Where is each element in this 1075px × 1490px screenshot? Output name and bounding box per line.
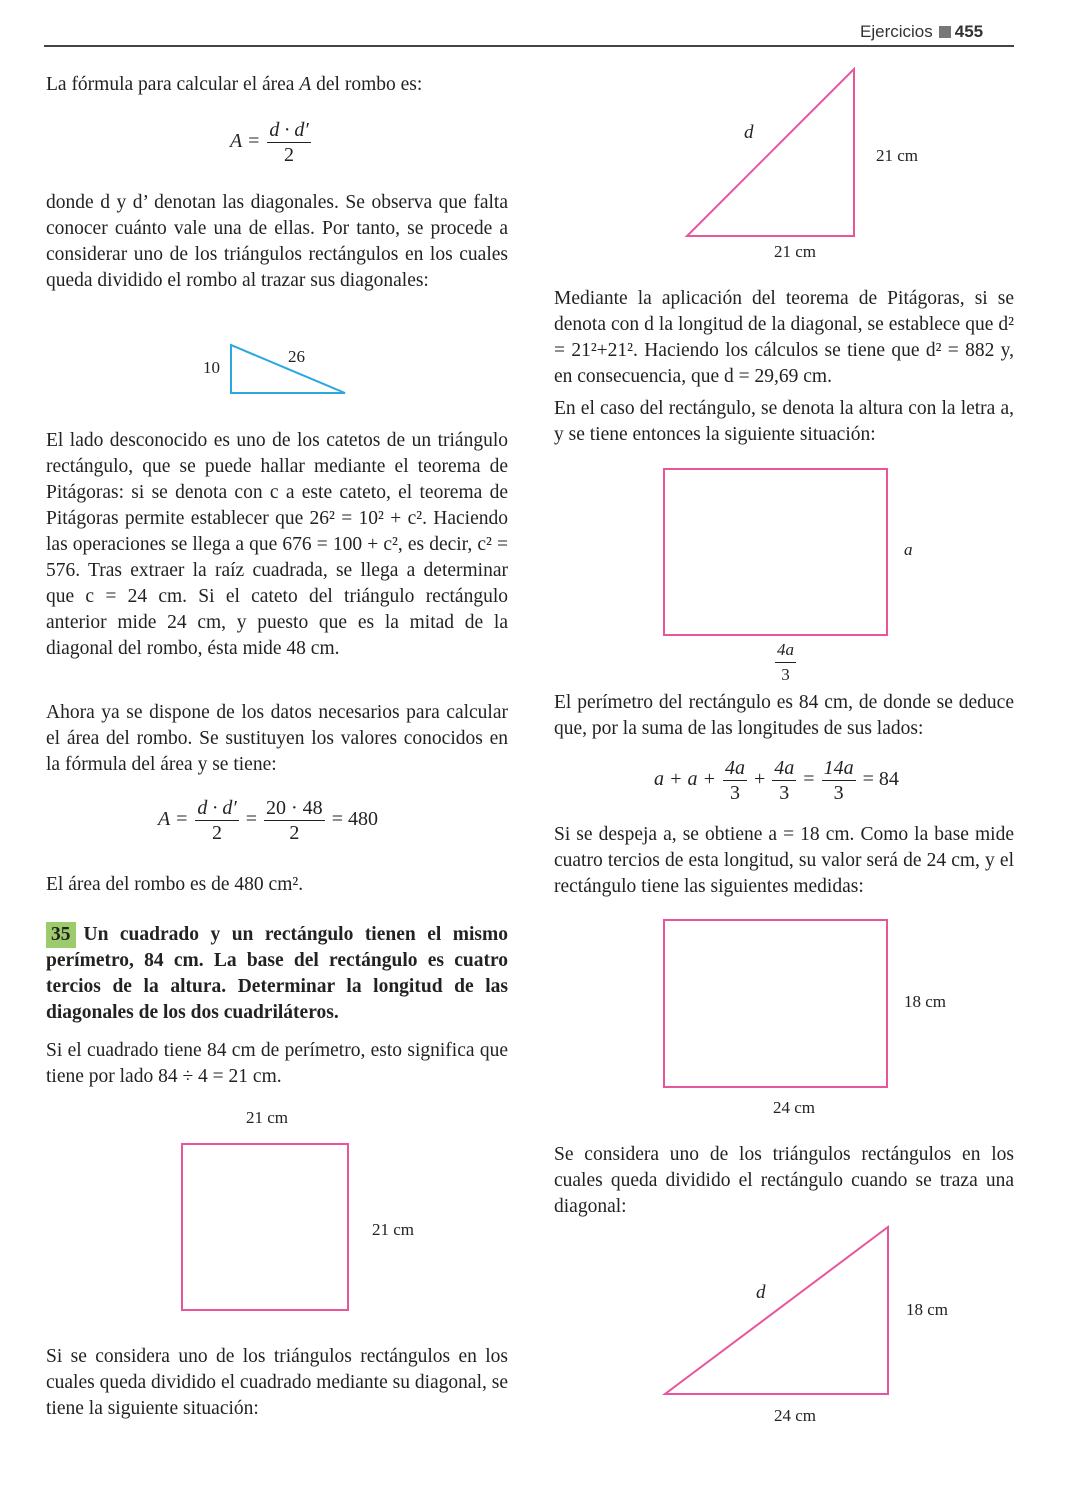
paragraph-area-result: El área del rombo es de 480 cm². [46, 874, 304, 895]
right-triangle-square-diagonal [684, 66, 859, 240]
paragraph-rectangle-height: En el caso del rectángulo, se denota la altura con la letra a, y se tiene entonces la siguiente situación: [554, 398, 1014, 445]
triangle3-side-label: 18 cm [906, 1300, 949, 1319]
rectangle-base-label: $\frac{4a}{3}$ [777, 640, 794, 684]
paragraph-substitute: Ahora ya se dispone de los datos necesarios para calcular el área del rombo. Se sustituyen los valores conocidos en la fórmula del área y se tiene: [46, 702, 508, 775]
paragraph-square-diagonal: Mediante la aplicación del teorema de Pitágoras, si se denota con d la longitud de la diagonal, se establece que d² = 21²+21². Haciendo los cálculos se tiene que d² = 882 y, en consecuencia, que d = 29,69 cm. [554, 288, 1014, 387]
paragraph-diagonals: donde d y d’ denotan las diagonales. Se observa que falta conocer cuánto vale una de ellas. Por tanto, se procede a considerar uno de los triángulos rectángulos en los cuales queda dividido el rombo al trazar sus diagonales: [46, 192, 508, 291]
paragraph-pythagoras: El lado desconocido es uno de los catetos de un triángulo rectángulo, que se puede hallar mediante el teorema de Pitágoras: si se denota con c a este cateto, el teorema de Pitágoras permite establecer que 26² = 10² + c². Haciendo las operaciones se llega a que 676 = 100 + c², es decir, c² = 576. Tras extraer la raíz cuadrada, se llega a determinar que c = 24 cm. Si el cateto del triángulo rectángulo anterior mide 24 cm, y puesto que es la mitad de la diagonal del rombo, ésta mide 48 cm. [46, 430, 508, 659]
perimeter-equation: a + a + $\frac{4a}{3}$ + $\frac{4a}{3}$ = $\frac{14a}{3}$ = 84 [654, 757, 899, 804]
rhombus-area-calculation: A = $\frac{d \cdot d'}{2}$ = $\frac{20 \cdot 48}{2}$ = 480 [158, 797, 378, 844]
rectangle2-base-label: 24 cm [773, 1098, 816, 1117]
triangle-leg-label: 10 [203, 358, 220, 377]
triangle-base-label: 21 cm [774, 242, 817, 261]
header-rule [44, 45, 1014, 47]
square-bullet-icon [939, 26, 951, 38]
diagonal2-label: d [756, 1282, 766, 1303]
triangle-hypotenuse-label: 26 [288, 347, 305, 366]
paragraph-solve-a: Si se despeja a, se obtiene a = 18 cm. Como la base mide cuatro tercios de esta longitud, su valor será de 24 cm, y el rectángulo tiene las siguientes medidas: [554, 824, 1014, 897]
right-triangle-10-26 [195, 340, 355, 400]
square-21cm [180, 1142, 352, 1312]
exercise-35-statement: 35 Un cuadrado y un rectángulo tienen el mismo perímetro, 84 cm. La base del rectángulo es cuatro tercios de la altura. Determinar la longitud de las diagonales de los dos cuadriláteros. [46, 924, 508, 1023]
diagonal-label: d [744, 122, 754, 143]
rectangle-18-by-24 [662, 918, 890, 1090]
rectangle-a-by-4a3 [662, 467, 890, 639]
paragraph-rectangle-triangle: Se considera uno de los triángulos rectángulos en los cuales queda dividido el rectángulo cuando se traza una diagonal: [554, 1144, 1014, 1217]
paragraph-square-side: Si el cuadrado tiene 84 cm de perímetro, esto significa que tiene por lado 84 ÷ 4 = 21 cm. [46, 1040, 508, 1087]
paragraph-perimeter: El perímetro del rectángulo es 84 cm, de donde se deduce que, por la suma de las longitudes de sus lados: [554, 692, 1014, 739]
section-title: Ejercicios [860, 22, 933, 41]
square-top-label: 21 cm [246, 1108, 289, 1127]
triangle-side-label: 21 cm [876, 146, 919, 165]
square-right-label: 21 cm [372, 1220, 415, 1239]
right-triangle-rectangle-diagonal [662, 1224, 894, 1398]
rectangle2-height-label: 18 cm [904, 992, 947, 1011]
rectangle-height-label: a [904, 540, 913, 559]
paragraph-square-triangle: Si se considera uno de los triángulos rectángulos en los cuales queda dividido el cuadrado mediante su diagonal, se tiene la siguiente situación: [46, 1346, 508, 1419]
triangle3-base-label: 24 cm [774, 1406, 817, 1425]
page-number: 455 [954, 22, 984, 41]
exercise-number-badge: 35 [46, 922, 76, 948]
running-header [860, 22, 983, 42]
rhombus-area-formula: A = $\frac{d \cdot d'}{2}$ [230, 119, 309, 166]
paragraph-formula-intro: La fórmula para calcular el área A del rombo es: [46, 74, 423, 95]
